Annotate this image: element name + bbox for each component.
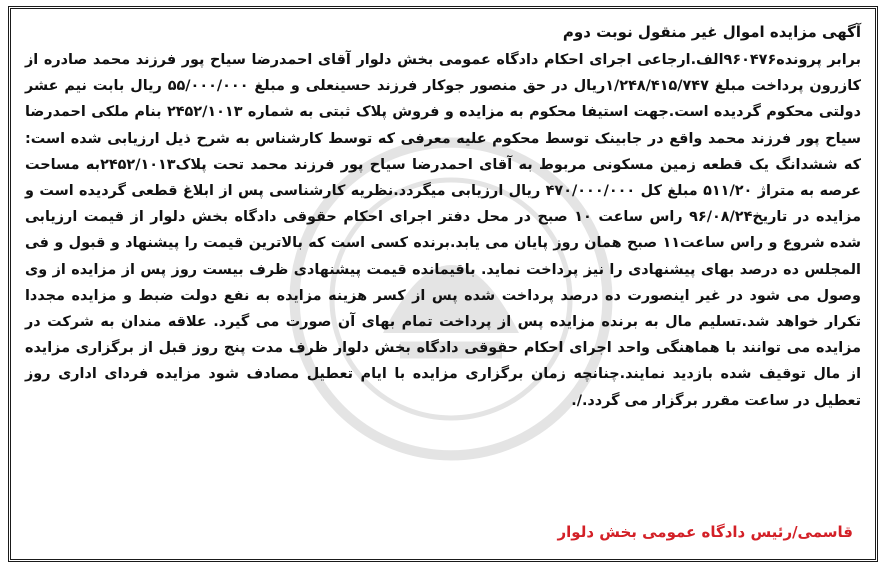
notice-content — [25, 19, 861, 414]
notice-body: برابر پرونده۹۶۰۴۷۶الف.ارجاعی اجرای احکام دادگاه عمومی بخش دلوار آقای احمدرضا سیاح پور فرزند محمد صادره از کازرون پرداخت مبلغ ۱/۲۴۸/۴۱۵/۷۴۷ریال در حق منصور جوکار فرزند حسینعلی و مبلغ ۵۵/۰۰۰/۰۰۰ ریال بابت نیم عشر دولتی محکوم گردیده است.جهت استیفا محکوم به مزایده و فروش پلاک ثبتی به شماره ۲۴۵۲/۱۰۱۳ بنام ملکی احمدرضا سیاح پور فرزند محمد واقع در جابینک توسط محکوم علیه معرفی که توسط کارشناس به شرح ذیل ارزیابی شده است: که ششدانگ یک قطعه زمین مسکونی مربوط به آقای احمدرضا سیاح پور فرزند محمد تحت پلاک۲۴۵۲/۱۰۱۳به مساحت عرصه به متراژ ۵۱۱/۲۰ مبلغ کل ۴۷۰/۰۰۰/۰۰۰ ریال ارزیابی میگردد.نظریه کارشناسی پس از ابلاغ قطعی گردیده است و مزایده در تاریخ۹۶/۰۸/۲۴ راس ساعت ۱۰ صبح در محل دفتر اجرای احکام حقوقی دادگاه بخش دلوار از قیمت ارزیابی شده شروع و راس ساعت۱۱ صبح همان روز پایان می یابد.برنده کسی است که بالاترین قیمت را پیشنهاد و قبول و فی المجلس ده درصد بهای پیشنهادی را نیز پرداخت نماید. باقیمانده قیمت پیشنهادی ظرف بیست روز پس از مزایده از وی وصول می شود در غیر اینصورت ده درصد پرداخت شده پس از کسر هزینه مزایده به نفع دولت ضبط و مزایده مجددا تکرار خواهد شد.تسلیم مال به برنده مزایده پس از پرداخت تمام بهای آن صورت می گیرد. علاقه مندان به شرکت در مزایده می توانند با هماهنگی واحد اجرای احکام حقوقی دادگاه بخش دلوار ظرف مدت پنج روز قبل از برگزاری مزایده از مال توقیف شده بازدید نمایند.چنانچه زمان برگزاری مزایده با ایام تعطیل مصادف شود مزایده فردای اداری روز تعطیل در ساعت مقرر برگزار می گردد./. — [25, 52, 862, 409]
notice-frame — [8, 6, 878, 562]
notice-signature: قاسمی/رئیس دادگاه عمومی بخش دلوار — [557, 523, 853, 541]
notice-title: آگهی مزایده اموال غیر منقول نوبت دوم — [562, 23, 861, 41]
